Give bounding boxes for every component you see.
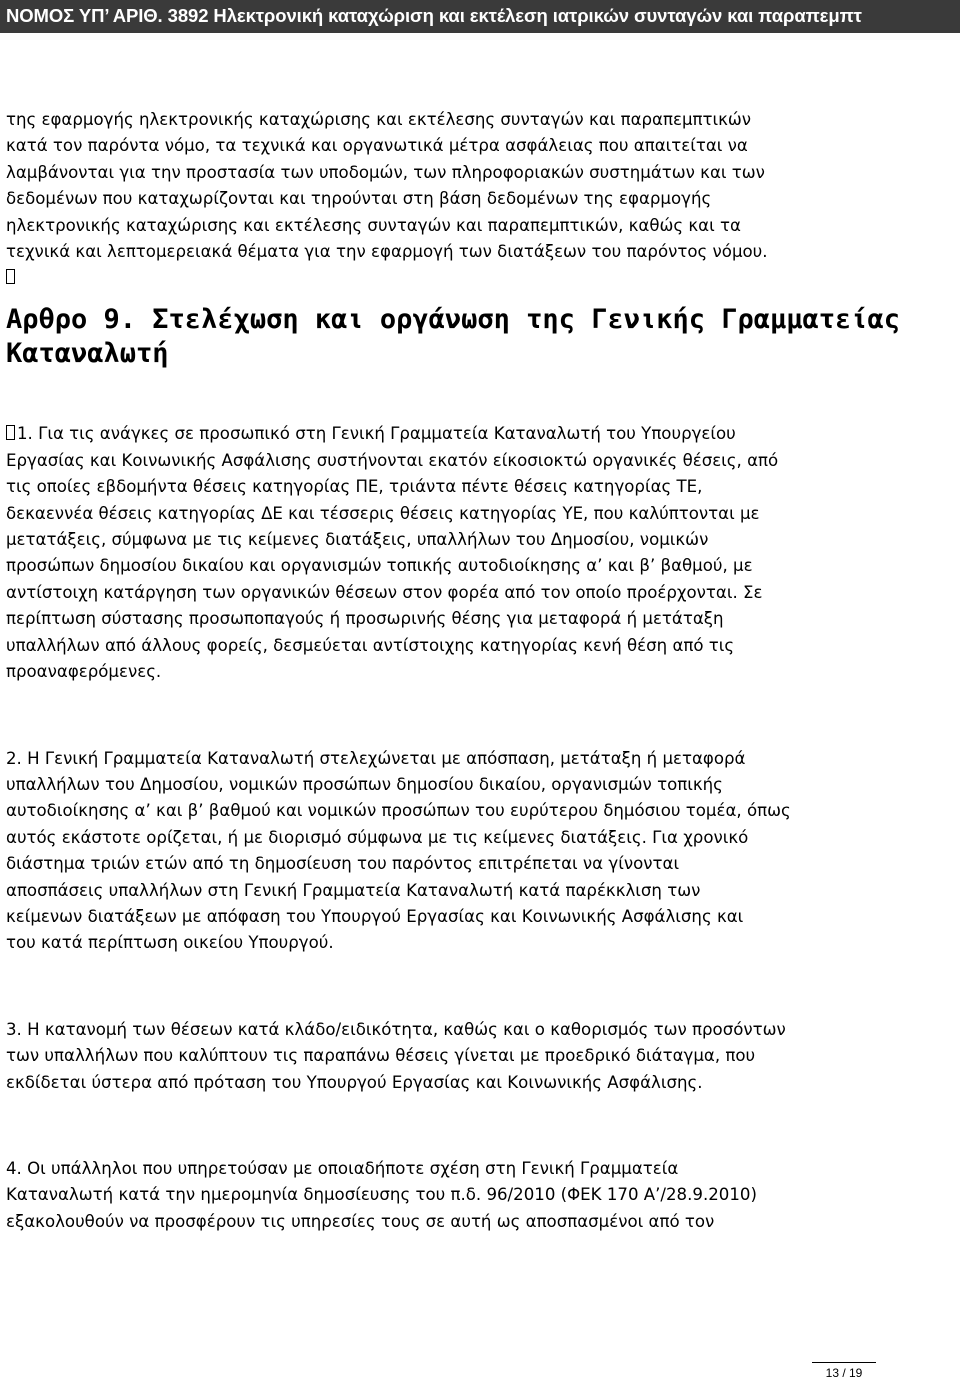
missing-glyph-line	[6, 265, 956, 291]
text-line: περίπτωση σύστασης προσωποπαγούς ή προσωρινής θέσης για μεταφορά ή μετάταξη	[6, 609, 724, 629]
text-line: κείμενων διατάξεων με απόφαση του Υπουργού Εργασίας και Κοινωνικής Ασφάλισης και	[6, 906, 744, 926]
text-line: αποσπάσεις υπαλλήλων στη Γενική Γραμματεία Καταναλωτή κατά παρέκκλιση των	[6, 880, 701, 900]
text-line: μετατάξεις, σύμφωνα με τις κείμενες διατάξεις, υπαλλήλων του Δημοσίου, νομικών	[6, 530, 709, 550]
paragraph-2	[6, 746, 956, 957]
text-line: προσώπων δημοσίου δικαίου και οργανισμών τοπικής αυτοδιοίκησης α’ και β’ βαθμού, με	[6, 556, 753, 576]
article-heading	[6, 303, 956, 371]
text-line: εκδίδεται ύστερα από πρόταση του Υπουργού Εργασίας και Κοινωνικής Ασφάλισης.	[6, 1072, 703, 1092]
text-line-content: 1. Για τις ανάγκες σε προσωπικό στη Γενική Γραμματεία Καταναλωτή του Υπουργείου	[17, 424, 736, 444]
text-line: αυτοδιοίκησης α’ και β’ βαθμού και νομικών προσώπων του ευρύτερου δημόσιου τομέα, όπως	[6, 801, 791, 821]
text-line: Εργασίας και Κοινωνικής Ασφάλισης συστήνονται εκατόν είκοσιοκτώ οργανικές θέσεις, από	[6, 450, 779, 470]
text-line: υπαλλήλων του Δημοσίου, νομικών προσώπων δημοσίου δικαίου, οργανισμών τοπικής	[6, 774, 723, 794]
text-line: των υπαλλήλων που καλύπτουν τις παραπάνω θέσεις γίνεται με προεδρικό διάταγμα, που	[6, 1046, 756, 1066]
article-heading-line: Καταναλωτή	[6, 338, 169, 370]
article-heading-line: Αρθρο 9. Στελέχωση και οργάνωση της Γενικής Γραμματείας	[6, 304, 901, 336]
text-line: ηλεκτρονικής καταχώρισης και εκτέλεσης συνταγών και παραπεμπτικών, καθώς και τα	[6, 215, 741, 235]
text-line: υπαλλήλων από άλλους φορείς, δεσμεύεται αντίστοιχης κατηγορίας κενή θέση από τις	[6, 635, 735, 655]
text-line	[6, 421, 956, 447]
missing-glyph-icon	[6, 269, 15, 284]
text-line: προαναφερόμενες.	[6, 662, 162, 682]
text-line: 2. Η Γενική Γραμματεία Καταναλωτή στελεχώνεται με απόσπαση, μετάταξη ή μεταφορά	[6, 748, 746, 768]
document-header-bar	[0, 0, 960, 33]
paragraph-4	[6, 1156, 956, 1235]
text-line: αντίστοιχη κατάργηση των οργανικών θέσεων στον φορέα από τον οποίο προέρχονται. Σε	[6, 582, 763, 602]
text-line: 4. Οι υπάλληλοι που υπηρετούσαν με οποιαδήποτε σχέση στη Γενική Γραμματεία	[6, 1158, 679, 1178]
intro-paragraph	[6, 107, 956, 291]
footer-divider	[812, 1362, 876, 1363]
text-line: κατά τον παρόντα νόμο, τα τεχνικά και οργανωτικά μέτρα ασφάλειας που απαιτείται να	[6, 136, 748, 156]
text-line: 3. Η κατανομή των θέσεων κατά κλάδο/ειδικότητα, καθώς και ο καθορισμός των προσόντων	[6, 1019, 786, 1039]
page-number: 13 / 19	[825, 1366, 863, 1380]
missing-glyph-icon	[6, 425, 15, 440]
text-line: εξακολουθούν να προσφέρουν τις υπηρεσίες τους σε αυτή ως αποσπασμένοι από τον	[6, 1211, 715, 1231]
paragraph-3	[6, 1017, 956, 1096]
text-line: τεχνικά και λεπτομερειακά θέματα για την εφαρμογή των διατάξεων του παρόντος νόμου.	[6, 242, 768, 262]
text-line: δεδομένων που καταχωρίζονται και τηρούνται στη βάση δεδομένων της εφαρμογής	[6, 189, 712, 209]
text-line: της εφαρμογής ηλεκτρονικής καταχώρισης και εκτέλεσης συνταγών και παραπεμπτικών	[6, 110, 752, 129]
text-line: λαμβάνονται για την προστασία των υποδομών, των πληροφοριακών συστημάτων και των	[6, 162, 765, 182]
text-line: δεκαεννέα θέσεις κατηγορίας ΔΕ και τέσσερις θέσεις κατηγορίας ΥΕ, που καλύπτονται με	[6, 503, 760, 523]
text-line: Καταναλωτή κατά την ημερομηνία δημοσίευσης του π.δ. 96/2010 (ΦΕΚ 170 Α’/28.9.2010)	[6, 1185, 757, 1205]
document-body	[6, 107, 956, 1235]
text-line: αυτός εκάστοτε ορίζεται, ή με διορισμό σύμφωνα με τις κείμενες διατάξεις. Για χρονικό	[6, 827, 749, 847]
paragraph-1	[6, 421, 956, 685]
text-line: τις οποίες εβδομήντα θέσεις κατηγορίας ΠΕ, τριάντα πέντε θέσεις κατηγορίας ΤΕ,	[6, 477, 703, 497]
text-line: διάστημα τριών ετών από τη δημοσίευση του παρόντος επιτρέπεται να γίνονται	[6, 854, 680, 874]
text-line: του κατά περίπτωση οικείου Υπουργού.	[6, 933, 334, 953]
document-header-title: ΝΟΜΟΣ ΥΠ’ ΑΡΙΘ. 3892 Ηλεκτρονική καταχώριση και εκτέλεση ιατρικών συνταγών και παραπεμπτ	[6, 5, 862, 26]
